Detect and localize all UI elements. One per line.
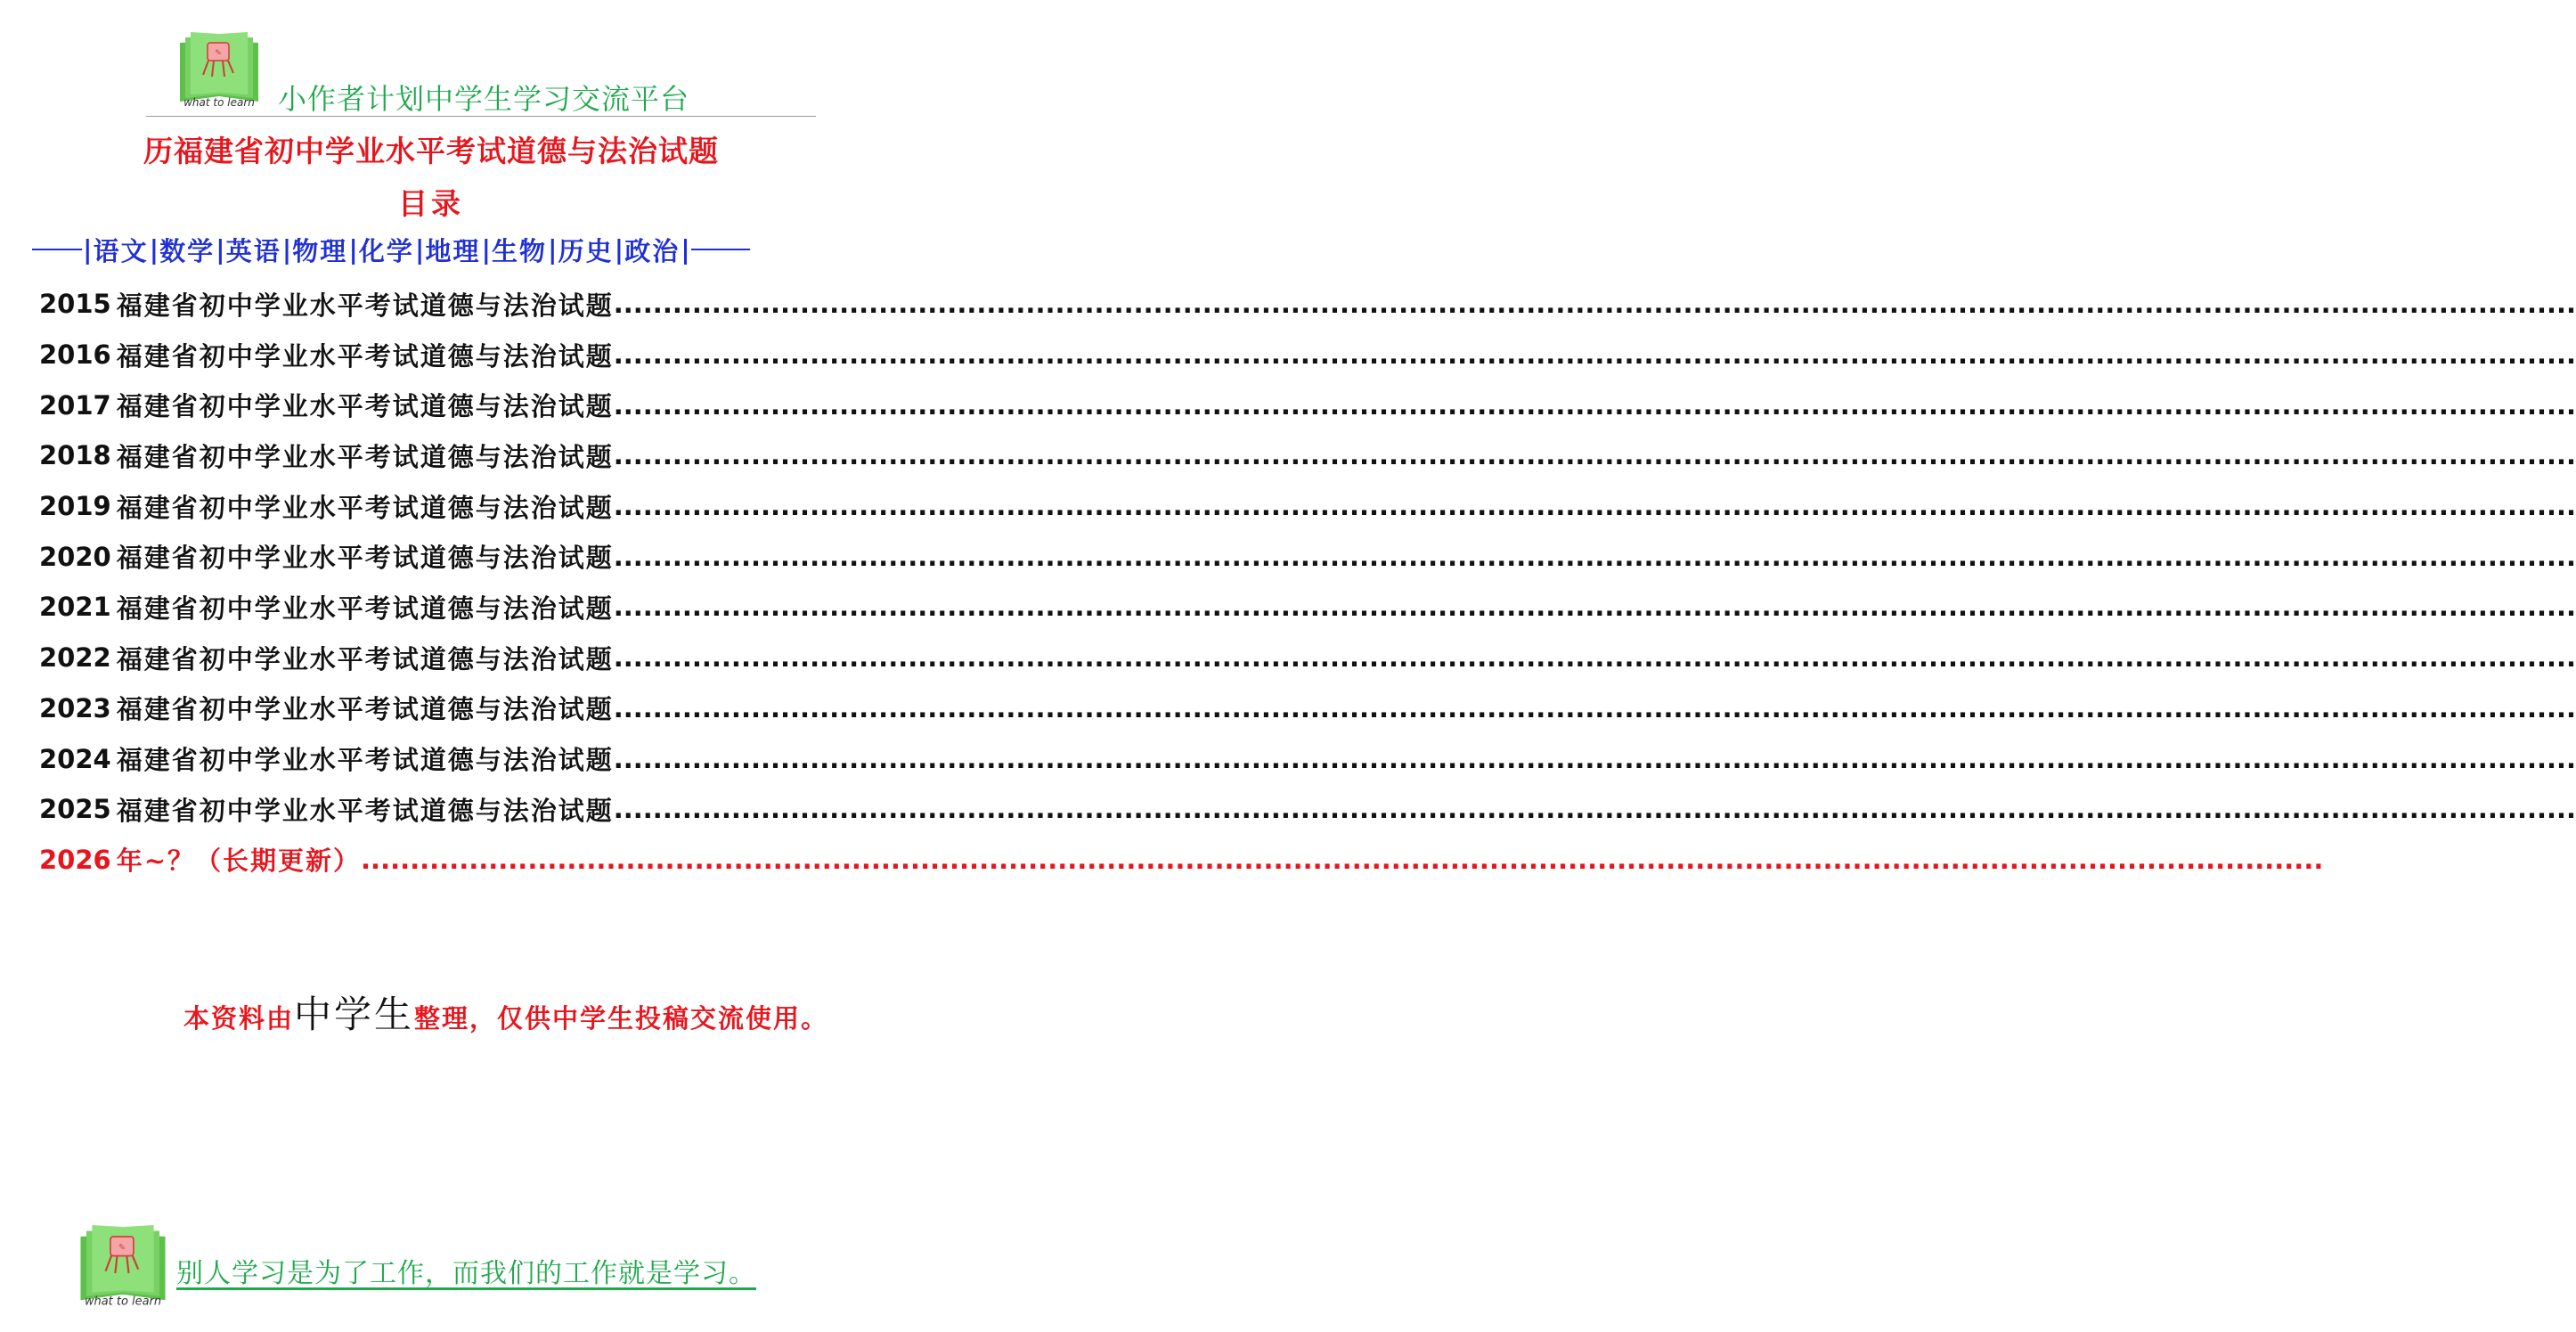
toc-entry[interactable]: 2023 福建省初中学业水平考试道德与法治试题 ........................................................................................................................................................................................................ — [39, 692, 2576, 725]
toc-entry[interactable]: 2025 福建省初中学业水平考试道德与法治试题 ........................................................................................................................................................................................................ — [39, 794, 2576, 826]
toc-entry[interactable]: 2017 福建省初中学业水平考试道德与法治试题 ........................................................................................................................................................................................................ — [39, 389, 2576, 422]
subject-link-physics[interactable]: 物理 — [292, 235, 348, 266]
subject-link-history[interactable]: 历史 — [558, 235, 614, 266]
toc-entry[interactable]: 2024 福建省初中学业水平考试道德与法治试题 ........................................................................................................................................................................................................ — [39, 743, 2576, 776]
svg-text:✎: ✎ — [118, 1243, 126, 1254]
book-logo-icon — [75, 1215, 171, 1308]
footer-slogan-link[interactable]: 别人学习是为了工作，而我们的工作就是学习。 — [176, 1258, 756, 1289]
note-highlight: 中学生 — [294, 993, 415, 1036]
header-divider — [146, 116, 816, 117]
toc-list — [39, 279, 2576, 885]
toc-entry[interactable]: 2022 福建省初中学业水平考试道德与法治试题 ........................................................................................................................................................................................................ — [39, 642, 2576, 674]
subject-link-math[interactable]: 数学 — [159, 235, 216, 266]
svg-text:✎: ✎ — [215, 49, 222, 58]
source-note: 本资料由中学生整理，仅供中学生投稿交流使用。 — [183, 993, 829, 1036]
toc-entry[interactable]: 2018 福建省初中学业水平考试道德与法治试题 ........................................................................................................................................................................................................ — [39, 440, 2576, 472]
nav-left-line — [32, 249, 82, 250]
toc-entry[interactable]: 2019 福建省初中学业水平考试道德与法治试题 ........................................................................................................................................................................................................ — [39, 491, 2576, 523]
svg-text:what to learn: what to learn — [183, 96, 255, 109]
subject-link-politics[interactable]: 政治 — [624, 235, 681, 266]
toc-entry[interactable]: 2015 福建省初中学业水平考试道德与法治试题 ........................................................................................................................................................................................................ — [39, 289, 2576, 321]
svg-text:what to learn: what to learn — [84, 1295, 162, 1309]
toc-entry[interactable]: 2021 福建省初中学业水平考试道德与法治试题 ........................................................................................................................................................................................................ — [39, 592, 2576, 624]
nav-right-line — [691, 249, 750, 250]
toc-entry[interactable]: 2016 福建省初中学业水平考试道德与法治试题 ........................................................................................................................................................................................................ — [39, 339, 2576, 372]
book-logo-icon — [175, 23, 264, 109]
subject-link-geography[interactable]: 地理 — [425, 235, 481, 266]
subject-nav: | 语文 | 数学 | 英语 | 物理 | 化学 | 地理 | 生物 | 历史 | 政治 | — [32, 229, 809, 270]
toc-heading: 目录 — [398, 186, 464, 221]
subject-link-english[interactable]: 英语 — [225, 235, 281, 266]
toc-entry-future[interactable]: 2026 年~？（长期更新） ........................................................................................................................................................................................................ — [39, 844, 2324, 877]
subject-link-chinese[interactable]: 语文 — [93, 235, 149, 266]
platform-name: 小作者计划中学生学习交流平台 — [278, 82, 690, 116]
subject-link-chemistry[interactable]: 化学 — [358, 235, 414, 266]
subject-link-biology[interactable]: 生物 — [492, 235, 548, 266]
toc-entry[interactable]: 2020 福建省初中学业水平考试道德与法治试题 ........................................................................................................................................................................................................ — [39, 541, 2576, 574]
document-title: 历福建省初中学业水平考试道德与法治试题 — [143, 134, 719, 168]
